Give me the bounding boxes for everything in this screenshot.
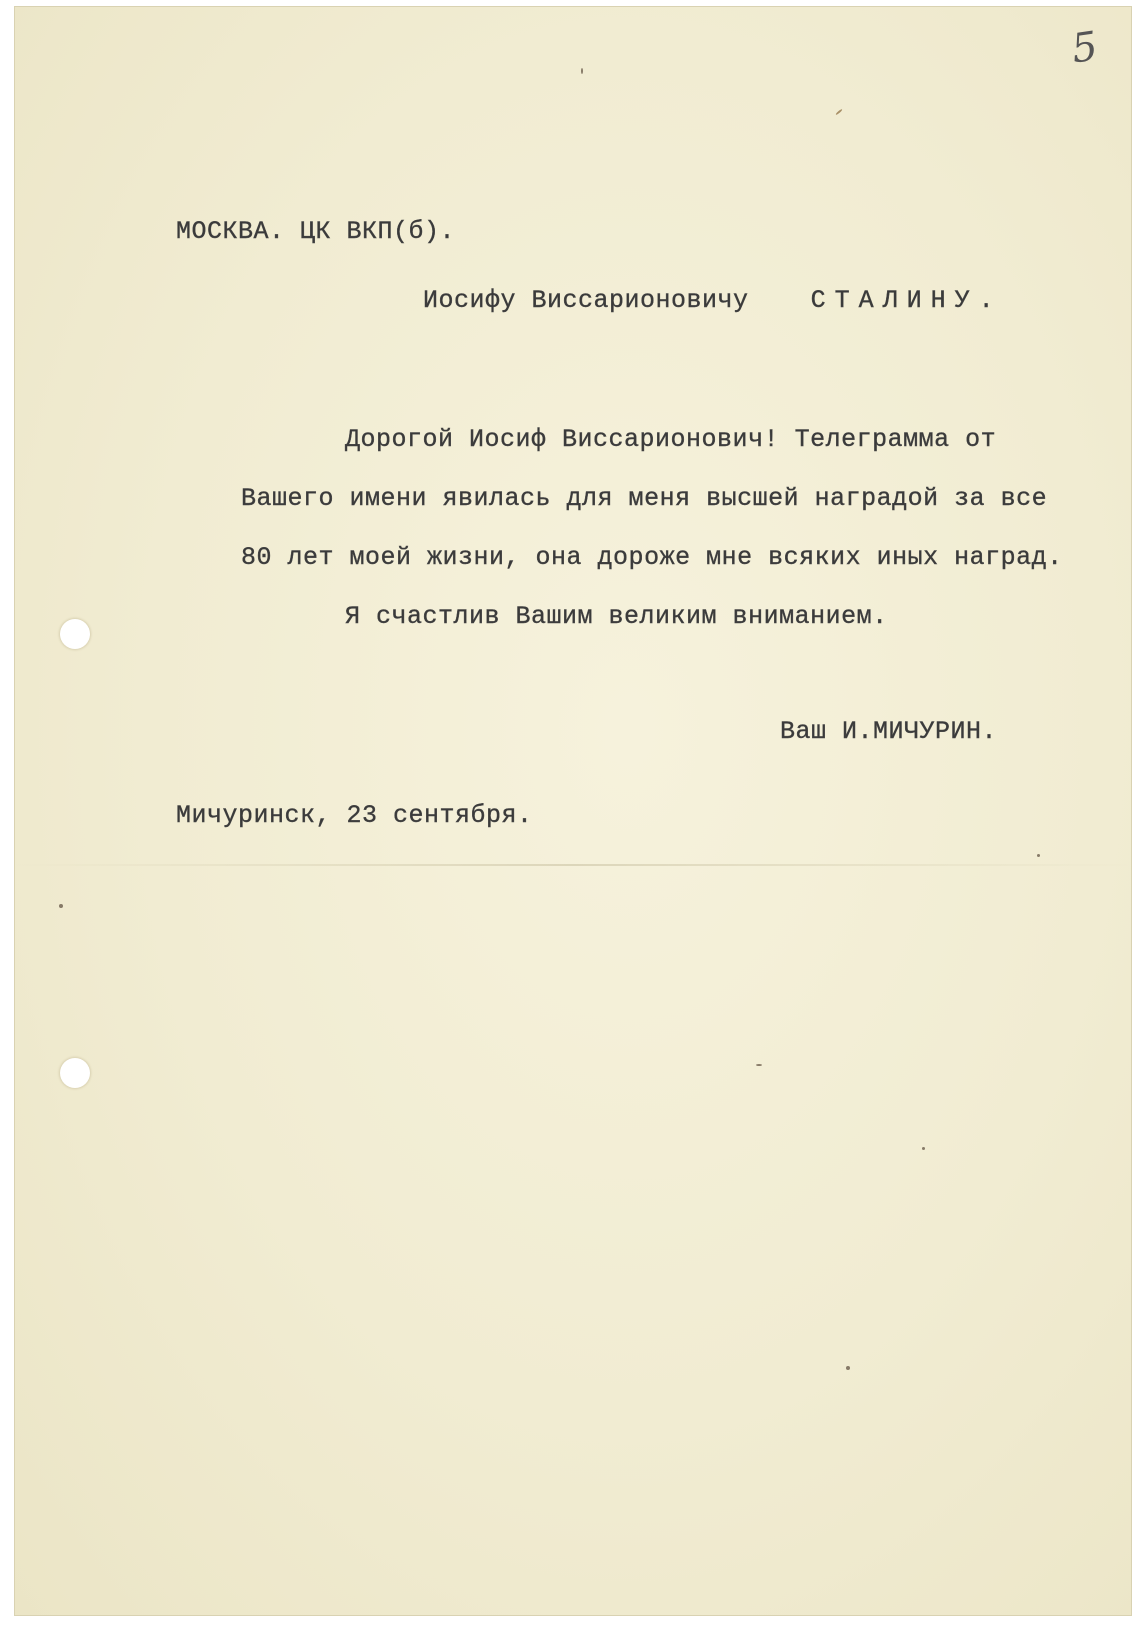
letter-body-line: Я счастлив Вашим великим вниманием. (345, 602, 888, 631)
paper-fold-line (14, 864, 1132, 866)
recipient-name: Иосифу Виссарионовичу (423, 286, 749, 315)
handwritten-page-number: 5 (1068, 23, 1101, 73)
place-date-line: Мичуринск, 23 сентября. (176, 801, 533, 830)
letter-body-line: Дорогой Иосиф Виссарионович! Телеграмма от (345, 425, 997, 454)
address-line: МОСКВА. ЦК ВКП(б). (176, 217, 456, 246)
letter-body-line: 80 лет моей жизни, она дороже мне всяких иных наград. (241, 543, 1063, 572)
paper-speck (1037, 854, 1040, 857)
paper-speck (922, 1147, 925, 1150)
paper-speck (581, 68, 583, 74)
letter-body-line: Вашего имени явилась для меня высшей наградой за все (241, 484, 1048, 513)
signature-line: Ваш И.МИЧУРИН. (780, 717, 998, 746)
punch-hole-upper (60, 619, 90, 649)
recipient-line (423, 286, 1003, 315)
paper-speck (846, 1366, 850, 1370)
punch-hole-lower (60, 1058, 90, 1088)
recipient-surname: СТАЛИНУ. (810, 286, 1003, 315)
paper-speck (59, 904, 63, 908)
paper-speck (835, 109, 842, 116)
paper-speck (756, 1064, 762, 1066)
